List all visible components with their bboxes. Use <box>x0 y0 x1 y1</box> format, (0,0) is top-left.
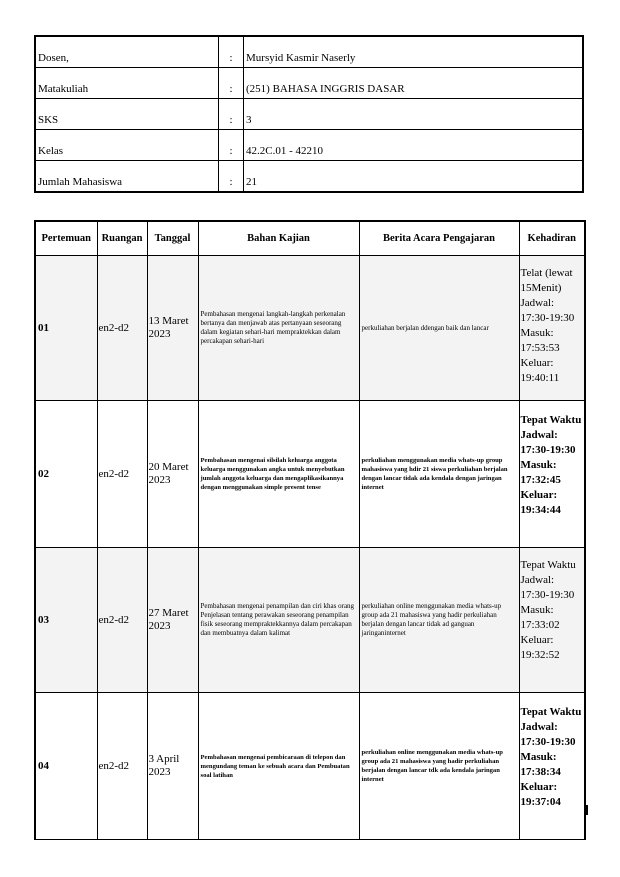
info-row-jumlah-mahasiswa <box>35 161 583 193</box>
info-row-dosen <box>35 36 583 68</box>
info-separator: : <box>219 68 244 99</box>
info-label: Jumlah Mahasiswa <box>35 161 219 193</box>
keluar-value: 19:40:11 <box>520 372 560 384</box>
masuk-value: 17:38:34 <box>520 766 561 778</box>
berita-acara-cell: perkuliahan online menggunakan media whats-up group ada 21 mahasiswa yang hadir perkuliahan berjalan dengan lancar tidak ad ganguan jaringaninternet <box>359 548 519 693</box>
kehadiran-cell <box>519 256 585 401</box>
ruangan-cell: en2-d2 <box>97 401 147 548</box>
masuk-value: 17:33:02 <box>520 619 560 631</box>
keluar-label: Keluar: <box>520 781 558 793</box>
course-info-table <box>34 35 584 193</box>
info-value: (251) BAHASA INGGRIS DASAR <box>244 68 584 99</box>
jadwal-value: 17:30-19:30 <box>520 444 576 456</box>
jadwal-label: Jadwal: <box>520 297 555 309</box>
info-separator: : <box>219 99 244 130</box>
jadwal-label: Jadwal: <box>520 721 558 733</box>
bahan-kajian-cell: Pembahasan mengenai langkah-langkah perkenalan bertanya dan menjawab atas pertanyaan seseorang dalam kegiatan sehari-hari mempraktekkan dalam percakapan sehari-hari <box>198 256 359 401</box>
info-separator: : <box>219 130 244 161</box>
pertemuan-cell: 03 <box>35 548 97 693</box>
table-row <box>35 401 585 548</box>
info-label: Kelas <box>35 130 219 161</box>
bahan-kajian-cell: Pembahasan mengenai pembicaraan di telepon dan mengundang teman ke sebuah acara dan Pembuatan soal latihan <box>198 693 359 840</box>
header-bahan-kajian: Bahan Kajian <box>198 221 359 256</box>
attendance-status: Telat (lewat 15Menit) <box>520 267 573 294</box>
info-label: Matakuliah <box>35 68 219 99</box>
berita-acara-cell: perkuliahan online menggunakan media whats-up group ada 21 mahasiswa yang hadir perkuliahan berjalan dengan lancar tdk ada kendala jaringan internet <box>359 693 519 840</box>
schedule-header-row <box>35 221 585 256</box>
info-separator: : <box>219 161 244 193</box>
info-label: Dosen, <box>35 36 219 68</box>
kehadiran-cell <box>519 401 585 548</box>
masuk-value: 17:32:45 <box>520 474 561 486</box>
pertemuan-cell: 04 <box>35 693 97 840</box>
ruangan-cell: en2-d2 <box>97 548 147 693</box>
ruangan-cell: en2-d2 <box>97 256 147 401</box>
tanggal-cell: 20 Maret 2023 <box>147 401 198 548</box>
bahan-kajian-cell: Pembahasan mengenai penampilan dan ciri khas orang Penjelasan tentang perawakan seseorang penampilan fisik seseorang mempraktekkannya dalam percakapan dan membuatnya dalam kalimat <box>198 548 359 693</box>
info-row-sks <box>35 99 583 130</box>
info-value: 42.2C.01 - 42210 <box>244 130 584 161</box>
jadwal-value: 17:30-19:30 <box>520 312 575 324</box>
table-row <box>35 693 585 840</box>
attendance-status: Tepat Waktu <box>520 706 582 718</box>
keluar-value: 19:37:04 <box>520 796 561 808</box>
header-tanggal: Tanggal <box>147 221 198 256</box>
table-row <box>35 256 585 401</box>
tanggal-cell: 27 Maret 2023 <box>147 548 198 693</box>
kehadiran-cell <box>519 548 585 693</box>
tanggal-cell: 3 April 2023 <box>147 693 198 840</box>
jadwal-value: 17:30-19:30 <box>520 589 575 601</box>
info-value: 21 <box>244 161 584 193</box>
jadwal-label: Jadwal: <box>520 429 558 441</box>
jadwal-label: Jadwal: <box>520 574 555 586</box>
table-row <box>35 548 585 693</box>
pertemuan-cell: 01 <box>35 256 97 401</box>
table-continuation <box>34 805 588 815</box>
tanggal-cell: 13 Maret 2023 <box>147 256 198 401</box>
bahan-kajian-cell: Pembahasan mengenai silsilah keluarga anggota keluarga menggunakan angka untuk menyebutkan jumlah anggota keluarga dan mengaplikasikannya dengan menggunakan simple present tense <box>198 401 359 548</box>
keluar-label: Keluar: <box>520 357 554 369</box>
attendance-status: Tepat Waktu <box>520 559 576 571</box>
ruangan-cell: en2-d2 <box>97 693 147 840</box>
schedule-table <box>34 220 586 840</box>
header-kehadiran: Kehadiran <box>519 221 585 256</box>
keluar-label: Keluar: <box>520 489 558 501</box>
keluar-value: 19:34:44 <box>520 504 561 516</box>
header-pertemuan: Pertemuan <box>35 221 97 256</box>
info-row-matakuliah <box>35 68 583 99</box>
info-separator: : <box>219 36 244 68</box>
masuk-label: Masuk: <box>520 604 554 616</box>
masuk-label: Masuk: <box>520 327 554 339</box>
pertemuan-cell: 02 <box>35 401 97 548</box>
berita-acara-cell: perkuliahan menggunakan media whats-up group mahasiswa yang hdir 21 siswa perkuliahan berjalan dengan lancar tidak ada kendala dengan jaringan internet <box>359 401 519 548</box>
info-value: 3 <box>244 99 584 130</box>
info-value: Mursyid Kasmir Naserly <box>244 36 584 68</box>
jadwal-value: 17:30-19:30 <box>520 736 576 748</box>
berita-acara-cell: perkuliahan berjalan ddengan baik dan lancar <box>359 256 519 401</box>
info-label: SKS <box>35 99 219 130</box>
info-row-kelas <box>35 130 583 161</box>
masuk-value: 17:53:53 <box>520 342 560 354</box>
masuk-label: Masuk: <box>520 751 557 763</box>
attendance-status: Tepat Waktu <box>520 414 582 426</box>
kehadiran-cell <box>519 693 585 840</box>
masuk-label: Masuk: <box>520 459 557 471</box>
keluar-value: 19:32:52 <box>520 649 560 661</box>
header-berita-acara: Berita Acara Pengajaran <box>359 221 519 256</box>
header-ruangan: Ruangan <box>97 221 147 256</box>
keluar-label: Keluar: <box>520 634 554 646</box>
